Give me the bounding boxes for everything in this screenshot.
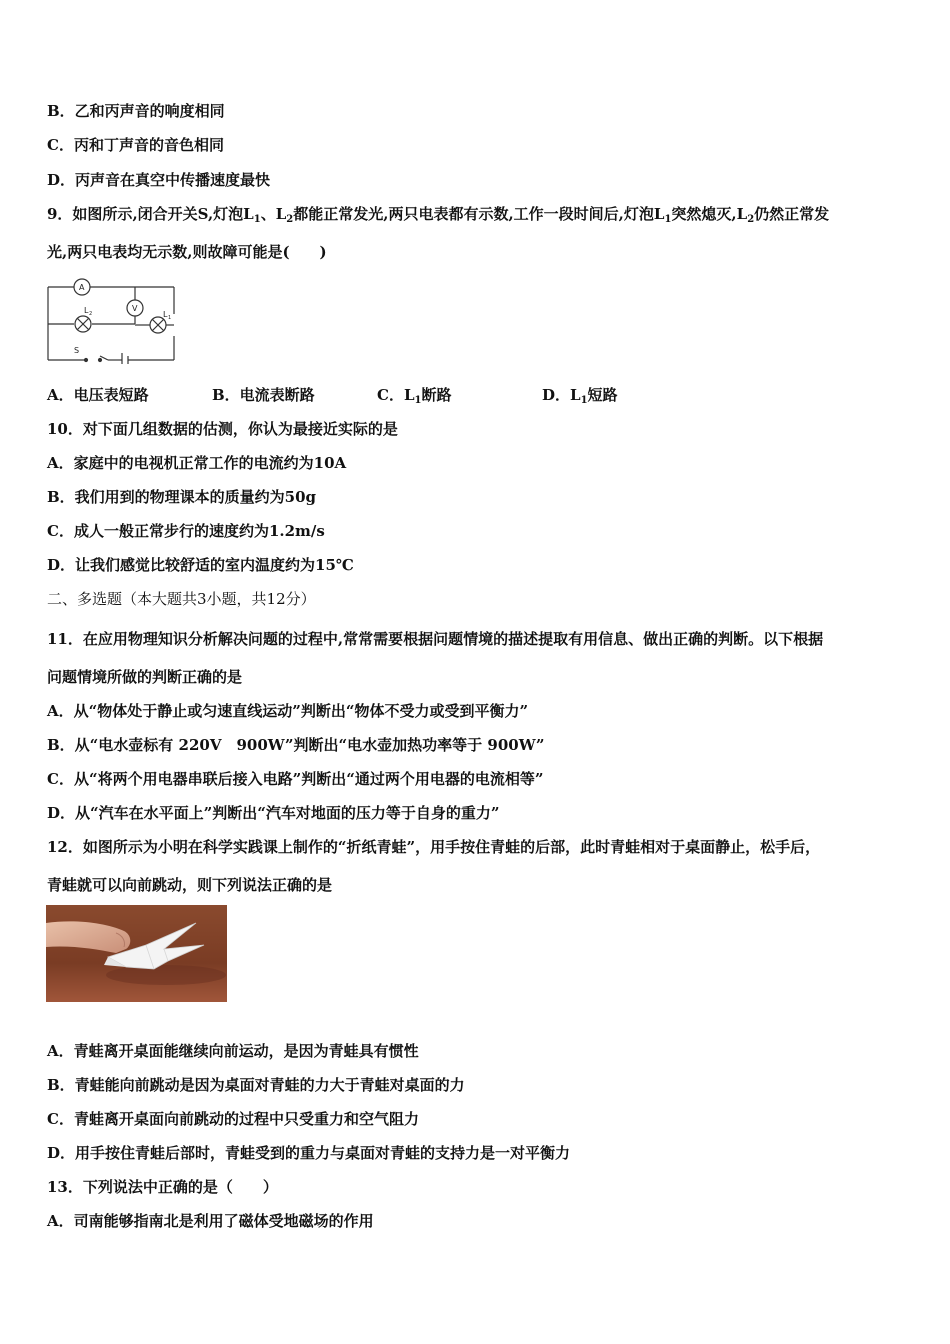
q13-option-a: A．司南能够指南北是利用了磁体受地磁场的作用: [47, 1212, 374, 1230]
q9-option-a: A．电压表短路: [47, 386, 149, 404]
q9-options-row: [47, 385, 907, 405]
lamp-l1-label: L: [163, 310, 168, 319]
q11-stem-line2: 问题情境所做的判断正确的是: [47, 668, 243, 686]
q9-circuit-diagram: [46, 278, 178, 364]
q12-option-a: A．青蛙离开桌面能继续向前运动，是因为青蛙具有惯性: [47, 1042, 419, 1060]
q13-stem: 13．下列说法中正确的是（ ）: [47, 1178, 278, 1196]
q8-option-d: D．丙声音在真空中传播速度最快: [47, 171, 271, 189]
q9-option-d: D．$L_1$短路: [542, 386, 618, 406]
section-title: 二、多选题（本大题共3小题，共12分）: [47, 590, 316, 608]
q8-option-b: B．乙和丙声音的响度相同: [47, 102, 225, 120]
q8-option-c: C．丙和丁声音的音色相同: [47, 136, 224, 154]
q11-option-a: A．从“物体处于静止或匀速直线运动”判断出“物体不受力或受到平衡力”: [47, 702, 529, 720]
voltmeter-label: V: [132, 304, 138, 313]
q11-option-c: C．从“将两个用电器串联后接入电路”判断出“通过两个用电器的电流相等”: [47, 770, 544, 788]
svg-text:1: 1: [168, 315, 172, 321]
switch-label: S: [74, 346, 80, 355]
q10-stem: 10．对下面几组数据的估测，你认为最接近实际的是: [47, 420, 398, 438]
q12-stem-line2: 青蛙就可以向前跳动，则下列说法正确的是: [47, 876, 333, 894]
svg-text:2: 2: [89, 311, 93, 317]
q12-stem-line1: 12．如图所示为小明在科学实践课上制作的“折纸青蛙”，用手按住青蛙的后部，此时青蛙相对于桌面静止，松手后，: [47, 838, 821, 856]
q10-option-c: C．成人一般正常步行的速度约为1.2m/s: [47, 522, 325, 540]
lamp-l2-label: L: [84, 306, 89, 315]
paper-frog-photo: [46, 905, 227, 1002]
q11-stem-line1: 11．在应用物理知识分析解决问题的过程中,常常需要根据问题情境的描述提取有用信息、做出正确的判断。以下根据: [47, 630, 824, 648]
q12-option-d: D．用手按住青蛙后部时，青蛙受到的重力与桌面对青蛙的支持力是一对平衡力: [47, 1144, 571, 1162]
q10-option-d: D．让我们感觉比较舒适的室内温度约为15℃: [47, 556, 354, 574]
q12-option-c: C．青蛙离开桌面向前跳动的过程中只受重力和空气阻力: [47, 1110, 419, 1128]
q9-stem-line2: 光,两只电表均无示数,则故障可能是( ): [47, 243, 327, 261]
ammeter-label: A: [79, 283, 85, 292]
q9-option-b: B．电流表断路: [212, 386, 315, 404]
q10-option-b: B．我们用到的物理课本的质量约为50g: [47, 488, 317, 506]
q12-option-b: B．青蛙能向前跳动是因为桌面对青蛙的力大于青蛙对桌面的力: [47, 1076, 465, 1094]
q9-option-c: C．$L_1$断路: [377, 386, 452, 406]
q10-option-a: A．家庭中的电视机正常工作的电流约为10A: [47, 454, 347, 472]
q11-option-b: B．从“电水壶标有 220V 900W”判断出“电水壶加热功率等于 900W”: [47, 736, 545, 754]
q9-stem-line1: 9．如图所示,闭合开关S,灯泡$L_1$、$L_2$都能正常发光,两只电表都有示数,工作一段时间后,灯泡$L_1$突然熄灭$,L_2$仍然正常发: [47, 205, 830, 225]
q11-option-d: D．从“汽车在水平面上”判断出“汽车对地面的压力等于自身的重力”: [47, 804, 500, 822]
